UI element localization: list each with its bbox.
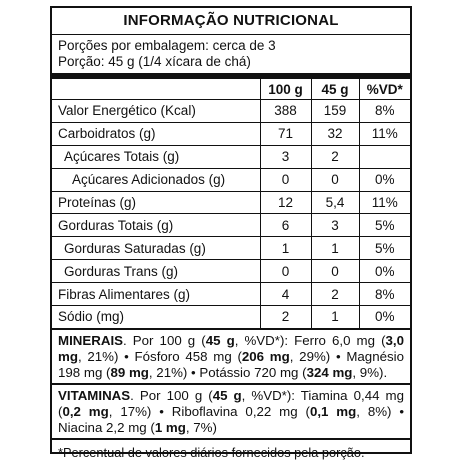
minerals-text-segment: 89 mg [110,364,149,380]
value-vd: 5% [359,237,410,260]
vitamins-text-segment: , 17%) • Riboflavina 0,22 mg ( [108,403,310,419]
value-45g: 0 [311,168,359,191]
servings-per-package: Porções por embalagem: cerca de 3 [58,38,276,53]
value-100g: 1 [260,237,311,260]
nutrient-name: Açúcares Totais (g) [52,145,260,168]
value-vd: 0% [359,306,410,328]
value-vd: 0% [359,168,410,191]
header-vd: %VD* [359,79,410,100]
minerals-text-segment: , %VD*): Ferro 6,0 mg ( [234,332,386,348]
value-45g: 3 [311,214,359,237]
value-vd: 8% [359,283,410,306]
value-100g: 0 [260,168,311,191]
value-vd: 11% [359,122,410,145]
vitamins-text-segment: 0,1 mg [309,403,357,419]
nutrient-name: Gorduras Saturadas (g) [52,237,260,260]
vitamins-text-segment: , 7%) [185,419,217,435]
vitamins-text-segment: 1 mg [154,419,186,435]
value-45g: 0 [311,260,359,283]
table-row [52,260,410,283]
header-blank [52,79,260,100]
table-row [52,283,410,306]
vitamins-text-segment: 45 g [212,387,242,403]
value-vd [359,145,410,168]
value-100g: 6 [260,214,311,237]
minerals-text-segment: , 21%) • Fósforo 458 mg ( [77,348,242,364]
value-vd: 0% [359,260,410,283]
value-100g: 3 [260,145,311,168]
label-title: INFORMAÇÃO NUTRICIONAL [52,8,410,35]
table-row [52,145,410,168]
servings-info [52,35,410,73]
value-vd: 8% [359,100,410,123]
value-100g: 0 [260,260,311,283]
value-vd: 11% [359,191,410,214]
minerals-text-segment: 3,0 mg [58,332,405,364]
nutrient-name: Gorduras Trans (g) [52,260,260,283]
serving-size: Porção: 45 g (1/4 xícara de chá) [58,54,251,69]
footnote: *Percentual de valores diários fornecidos pela porção. [52,438,410,460]
table-row [52,191,410,214]
nutrient-name: Sódio (mg) [58,309,125,325]
minerals-text-segment: 324 mg [306,364,353,380]
nutrient-name: Carboidratos (g) [52,122,260,145]
nutrient-name: Açúcares Adicionados (g) [52,168,260,191]
value-100g: 12 [260,191,311,214]
table-row [52,306,410,328]
vitamins-text-segment: 0,2 mg [62,403,109,419]
minerals-text-segment: 206 mg [241,348,290,364]
table-row [52,214,410,237]
vitamins-section [52,383,410,438]
table-row [52,122,410,145]
nutrient-name: Valor Energético (Kcal) [52,100,260,123]
table-row [52,168,410,191]
value-45g: 1 [311,306,359,328]
nutrient-name: Fibras Alimentares (g) [52,283,260,306]
value-100g: 2 [260,306,311,328]
value-45g: 2 [311,145,359,168]
value-45g: 159 [311,100,359,123]
header-100g: 100 g [260,79,311,100]
value-45g: 32 [311,122,359,145]
nutrient-table [52,79,410,328]
value-100g: 4 [260,283,311,306]
header-45g: 45 g [311,79,359,100]
vitamins-text-segment: , %VD*): Tiamina 0,44 mg ( [58,387,404,419]
minerals-text-segment: , 9%). [352,364,388,380]
table-row [52,237,410,260]
value-100g: 71 [260,122,311,145]
table-header-row [52,79,410,100]
minerals-text-segment: , 21%) • Potássio 720 mg ( [148,364,307,380]
minerals-text-segment: 45 g [205,332,235,348]
vitamins-text-segment: VITAMINAS [58,387,131,403]
vitamins-text-segment: , 8%) • Niacina 2,2 mg ( [58,403,405,435]
vitamins-text-segment: . Por 100 g ( [130,387,213,403]
value-45g: 5,4 [311,191,359,214]
nutrient-name: Proteínas (g) [52,191,260,214]
value-45g: 2 [311,283,359,306]
nutrient-name: Gorduras Totais (g) [52,214,260,237]
minerals-text-segment: MINERAIS [58,332,124,348]
table-row [52,100,410,123]
value-45g: 1 [311,237,359,260]
nutrition-facts-label [50,6,412,460]
minerals-text-segment: . Por 100 g ( [123,332,206,348]
value-100g: 388 [260,100,311,123]
minerals-text-segment: , 29%) • Magnésio 198 mg ( [58,348,404,380]
minerals-section [52,328,410,383]
value-vd: 5% [359,214,410,237]
